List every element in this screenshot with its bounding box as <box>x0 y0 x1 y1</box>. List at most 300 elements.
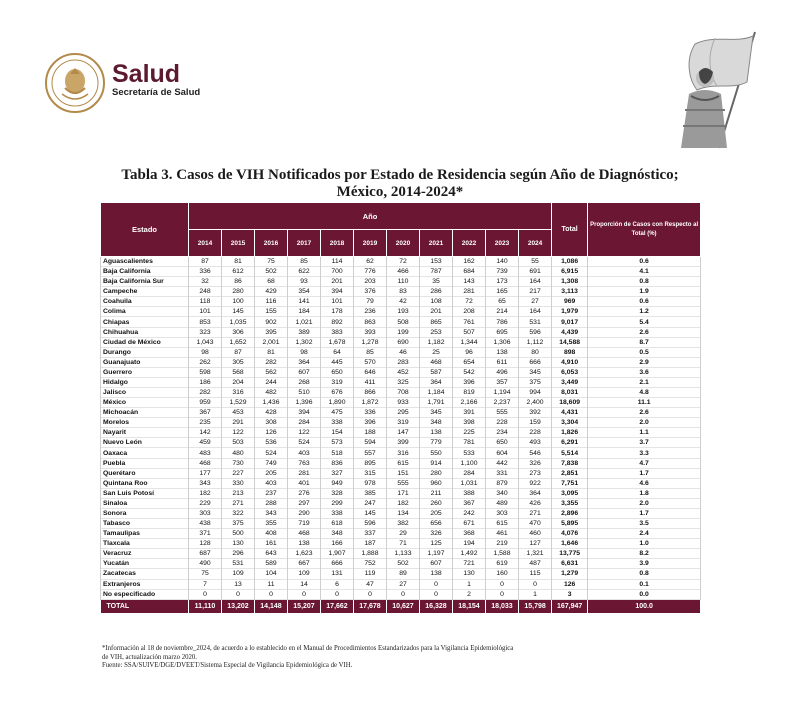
case-count-cell: 2,237 <box>486 398 519 408</box>
case-count-cell: 1,492 <box>453 549 486 559</box>
case-count-cell: 130 <box>222 539 255 549</box>
case-count-cell: 281 <box>288 468 321 478</box>
case-count-cell: 297 <box>288 498 321 508</box>
case-count-cell: 260 <box>420 498 453 508</box>
case-count-cell: 188 <box>354 428 387 438</box>
table-row <box>101 569 701 579</box>
case-count-cell: 242 <box>453 508 486 518</box>
case-count-cell: 79 <box>354 297 387 307</box>
case-count-cell: 338 <box>321 508 354 518</box>
case-count-cell: 646 <box>354 367 387 377</box>
proportion-cell: 2.4 <box>588 529 701 539</box>
case-count-cell: 914 <box>420 458 453 468</box>
case-count-cell: 0 <box>519 579 552 589</box>
case-count-cell: 138 <box>486 347 519 357</box>
case-count-cell: 131 <box>321 569 354 579</box>
case-count-cell: 164 <box>519 277 552 287</box>
table-row <box>101 458 701 468</box>
case-count-cell: 143 <box>453 277 486 287</box>
case-count-cell: 902 <box>255 317 288 327</box>
case-count-cell: 83 <box>387 287 420 297</box>
case-count-cell: 493 <box>519 438 552 448</box>
case-count-cell: 452 <box>387 367 420 377</box>
case-count-cell: 98 <box>288 347 321 357</box>
proportion-cell: 3.3 <box>588 448 701 458</box>
case-count-cell: 468 <box>288 529 321 539</box>
year-header: 2021 <box>420 230 453 257</box>
proportion-cell: 0.0 <box>588 589 701 599</box>
case-count-cell: 383 <box>321 327 354 337</box>
case-count-cell: 895 <box>354 458 387 468</box>
case-count-cell: 115 <box>519 569 552 579</box>
case-count-cell: 666 <box>321 559 354 569</box>
case-count-cell: 147 <box>387 428 420 438</box>
year-header: 2019 <box>354 230 387 257</box>
case-count-cell: 281 <box>453 287 486 297</box>
case-count-cell: 193 <box>387 307 420 317</box>
case-count-cell: 178 <box>321 307 354 317</box>
proportion-cell: 2.0 <box>588 498 701 508</box>
row-total-cell: 1,646 <box>552 539 588 549</box>
case-count-cell: 204 <box>222 377 255 387</box>
proportion-cell: 1.8 <box>588 488 701 498</box>
year-total-cell: 17,662 <box>321 599 354 613</box>
case-count-cell: 866 <box>354 388 387 398</box>
case-count-cell: 101 <box>189 307 222 317</box>
case-count-cell: 244 <box>255 377 288 387</box>
case-count-cell: 80 <box>519 347 552 357</box>
state-name-cell: Quintana Roo <box>101 478 189 488</box>
case-count-cell: 607 <box>288 367 321 377</box>
case-count-cell: 345 <box>519 367 552 377</box>
state-name-cell: Nuevo León <box>101 438 189 448</box>
case-count-cell: 271 <box>222 498 255 508</box>
case-count-cell: 86 <box>222 277 255 287</box>
case-count-cell: 949 <box>321 478 354 488</box>
row-total-cell: 5,895 <box>552 519 588 529</box>
case-count-cell: 1,112 <box>519 337 552 347</box>
case-count-cell: 1,396 <box>288 398 321 408</box>
case-count-cell: 29 <box>387 529 420 539</box>
case-count-cell: 853 <box>189 317 222 327</box>
proportion-cell: 1.7 <box>588 468 701 478</box>
table-row <box>101 267 701 277</box>
case-count-cell: 411 <box>354 377 387 387</box>
state-name-cell: No especificado <box>101 589 189 599</box>
case-count-cell: 1,031 <box>453 478 486 488</box>
case-count-cell: 786 <box>486 317 519 327</box>
case-count-cell: 776 <box>354 267 387 277</box>
row-total-cell: 126 <box>552 579 588 589</box>
case-count-cell: 164 <box>519 307 552 317</box>
year-header: 2022 <box>453 230 486 257</box>
case-count-cell: 46 <box>387 347 420 357</box>
proportion-cell: 2.1 <box>588 377 701 387</box>
state-name-cell: San Luis Potosí <box>101 488 189 498</box>
case-count-cell: 0 <box>189 589 222 599</box>
case-count-cell: 787 <box>420 267 453 277</box>
case-count-cell: 284 <box>453 468 486 478</box>
state-name-cell: Yucatán <box>101 559 189 569</box>
year-header: 2023 <box>486 230 519 257</box>
table-row <box>101 367 701 377</box>
case-count-cell: 836 <box>321 458 354 468</box>
case-count-cell: 394 <box>321 287 354 297</box>
case-count-cell: 85 <box>354 347 387 357</box>
case-count-cell: 892 <box>321 317 354 327</box>
case-count-cell: 687 <box>189 549 222 559</box>
case-count-cell: 865 <box>420 317 453 327</box>
grand-total-cell: 167,947 <box>552 599 588 613</box>
case-count-cell: 483 <box>189 448 222 458</box>
column-header-estado: Estado <box>101 203 189 257</box>
column-header-total: Total <box>552 203 588 257</box>
case-count-cell: 700 <box>321 267 354 277</box>
case-count-cell: 141 <box>288 297 321 307</box>
case-count-cell: 81 <box>255 347 288 357</box>
case-count-cell: 596 <box>519 327 552 337</box>
case-count-cell: 296 <box>222 549 255 559</box>
table-row <box>101 337 701 347</box>
case-count-cell: 13 <box>222 579 255 589</box>
row-total-cell: 3,449 <box>552 377 588 387</box>
case-count-cell: 87 <box>222 347 255 357</box>
table-title-line2: México, 2014-2024* <box>336 184 464 200</box>
state-name-cell: Tamaulipas <box>101 529 189 539</box>
table-row <box>101 347 701 357</box>
table-title <box>100 167 700 201</box>
case-count-cell: 75 <box>255 257 288 267</box>
case-count-cell: 654 <box>453 357 486 367</box>
case-count-cell: 109 <box>222 569 255 579</box>
case-count-cell: 394 <box>288 408 321 418</box>
table-row <box>101 549 701 559</box>
case-count-cell: 650 <box>321 367 354 377</box>
case-count-cell: 187 <box>354 539 387 549</box>
case-count-cell: 237 <box>255 488 288 498</box>
year-header: 2018 <box>321 230 354 257</box>
row-total-cell: 6,915 <box>552 267 588 277</box>
case-count-cell: 500 <box>222 529 255 539</box>
case-count-cell: 555 <box>387 478 420 488</box>
case-count-cell: 348 <box>420 418 453 428</box>
case-count-cell: 138 <box>420 569 453 579</box>
case-count-cell: 1,021 <box>288 317 321 327</box>
proportion-cell: 0.1 <box>588 579 701 589</box>
year-total-cell: 16,328 <box>420 599 453 613</box>
proportion-cell: 8.2 <box>588 549 701 559</box>
case-count-cell: 524 <box>288 438 321 448</box>
case-count-cell: 127 <box>519 539 552 549</box>
case-count-cell: 656 <box>420 519 453 529</box>
case-count-cell: 619 <box>486 559 519 569</box>
state-name-cell: Durango <box>101 347 189 357</box>
case-count-cell: 159 <box>519 418 552 428</box>
case-count-cell: 1,678 <box>321 337 354 347</box>
case-count-cell: 763 <box>288 458 321 468</box>
case-count-cell: 235 <box>189 418 222 428</box>
state-name-cell: Campeche <box>101 287 189 297</box>
case-count-cell: 27 <box>387 579 420 589</box>
case-count-cell: 114 <box>321 257 354 267</box>
case-count-cell: 684 <box>453 267 486 277</box>
case-count-cell: 211 <box>420 488 453 498</box>
case-count-cell: 214 <box>486 307 519 317</box>
case-count-cell: 368 <box>453 529 486 539</box>
row-total-cell: 3,304 <box>552 418 588 428</box>
case-count-cell: 110 <box>387 277 420 287</box>
brand-title: Salud <box>112 60 181 88</box>
case-count-cell: 1,436 <box>255 398 288 408</box>
case-count-cell: 337 <box>354 529 387 539</box>
case-count-cell: 1,321 <box>519 549 552 559</box>
case-count-cell: 690 <box>387 337 420 347</box>
row-total-cell: 18,609 <box>552 398 588 408</box>
case-count-cell: 199 <box>387 327 420 337</box>
table-row <box>101 579 701 589</box>
case-count-cell: 1,306 <box>486 337 519 347</box>
table-row <box>101 428 701 438</box>
case-count-cell: 284 <box>288 418 321 428</box>
case-count-cell: 611 <box>486 357 519 367</box>
case-count-cell: 303 <box>189 508 222 518</box>
source-line: Fuente: SSA/SUIVE/DGE/DVEET/Sistema Especial de Vigilancia Epidemiológica de VIH. <box>102 662 353 669</box>
case-count-cell: 345 <box>420 408 453 418</box>
case-count-cell: 594 <box>354 438 387 448</box>
year-total-cell: 13,202 <box>222 599 255 613</box>
case-count-cell: 2,001 <box>255 337 288 347</box>
table-row <box>101 539 701 549</box>
table-row <box>101 468 701 478</box>
case-count-cell: 1 <box>453 579 486 589</box>
table-row <box>101 478 701 488</box>
case-count-cell: 288 <box>255 498 288 508</box>
table-row <box>101 559 701 569</box>
table-row <box>101 317 701 327</box>
case-count-cell: 589 <box>255 559 288 569</box>
case-count-cell: 177 <box>189 468 222 478</box>
year-total-cell: 18,033 <box>486 599 519 613</box>
case-count-cell: 75 <box>189 569 222 579</box>
case-count-cell: 336 <box>354 408 387 418</box>
case-count-cell: 228 <box>519 428 552 438</box>
case-count-cell: 160 <box>486 569 519 579</box>
case-count-cell: 691 <box>519 267 552 277</box>
case-count-cell: 721 <box>453 559 486 569</box>
column-header-proportion: Proporción de Casos con Respecto al Total (%) <box>588 203 701 257</box>
case-count-cell: 1,652 <box>222 337 255 347</box>
state-name-cell: Guerrero <box>101 367 189 377</box>
state-name-cell: Veracruz <box>101 549 189 559</box>
row-total-cell: 4,076 <box>552 529 588 539</box>
state-name-cell: Ciudad de México <box>101 337 189 347</box>
row-total-cell: 7,838 <box>552 458 588 468</box>
case-count-cell: 290 <box>288 508 321 518</box>
case-count-cell: 155 <box>255 307 288 317</box>
case-count-cell: 182 <box>387 498 420 508</box>
case-count-cell: 116 <box>255 297 288 307</box>
table-row <box>101 438 701 448</box>
row-total-cell: 6,291 <box>552 438 588 448</box>
year-total-cell: 17,678 <box>354 599 387 613</box>
case-count-cell: 1,872 <box>354 398 387 408</box>
case-count-cell: 480 <box>222 448 255 458</box>
case-count-cell: 122 <box>222 428 255 438</box>
case-count-cell: 316 <box>387 448 420 458</box>
year-header: 2015 <box>222 230 255 257</box>
case-count-cell: 428 <box>255 408 288 418</box>
case-count-cell: 213 <box>222 488 255 498</box>
case-count-cell: 357 <box>486 377 519 387</box>
case-count-cell: 205 <box>420 508 453 518</box>
hiv-cases-table <box>100 202 700 613</box>
case-count-cell: 219 <box>486 539 519 549</box>
case-count-cell: 47 <box>354 579 387 589</box>
case-count-cell: 676 <box>321 388 354 398</box>
case-count-cell: 779 <box>420 438 453 448</box>
case-count-cell: 1,588 <box>486 549 519 559</box>
case-count-cell: 367 <box>189 408 222 418</box>
case-count-cell: 348 <box>321 529 354 539</box>
row-total-cell: 5,514 <box>552 448 588 458</box>
case-count-cell: 343 <box>255 508 288 518</box>
proportion-cell: 3.5 <box>588 519 701 529</box>
state-name-cell: Colima <box>101 307 189 317</box>
case-count-cell: 343 <box>189 478 222 488</box>
case-count-cell: 438 <box>189 519 222 529</box>
state-name-cell: Jalisco <box>101 388 189 398</box>
year-total-cell: 15,798 <box>519 599 552 613</box>
case-count-cell: 978 <box>354 478 387 488</box>
total-row <box>101 599 701 613</box>
note-line2: de VIH, actualización marzo 2020. <box>102 653 197 661</box>
case-count-cell: 643 <box>255 549 288 559</box>
state-name-cell: Baja California <box>101 267 189 277</box>
case-count-cell: 283 <box>387 357 420 367</box>
case-count-cell: 315 <box>354 468 387 478</box>
state-name-cell: Tlaxcala <box>101 539 189 549</box>
case-count-cell: 72 <box>387 257 420 267</box>
case-count-cell: 781 <box>453 438 486 448</box>
row-total-cell: 3,095 <box>552 488 588 498</box>
proportion-cell: 2.6 <box>588 327 701 337</box>
case-count-cell: 201 <box>420 307 453 317</box>
case-count-cell: 426 <box>519 498 552 508</box>
case-count-cell: 93 <box>288 277 321 287</box>
case-count-cell: 85 <box>288 257 321 267</box>
case-count-cell: 2,400 <box>519 398 552 408</box>
proportion-cell: 5.4 <box>588 317 701 327</box>
case-count-cell: 695 <box>486 327 519 337</box>
case-count-cell: 508 <box>387 317 420 327</box>
case-count-cell: 482 <box>255 388 288 398</box>
state-name-cell: Coahuila <box>101 297 189 307</box>
case-count-cell: 730 <box>222 458 255 468</box>
case-count-cell: 225 <box>453 428 486 438</box>
case-count-cell: 562 <box>255 367 288 377</box>
row-total-cell: 969 <box>552 297 588 307</box>
table-row <box>101 277 701 287</box>
case-count-cell: 11 <box>255 579 288 589</box>
row-total-cell: 4,439 <box>552 327 588 337</box>
case-count-cell: 1,043 <box>189 337 222 347</box>
state-name-cell: Morelos <box>101 418 189 428</box>
case-count-cell: 89 <box>387 569 420 579</box>
year-header: 2016 <box>255 230 288 257</box>
case-count-cell: 262 <box>189 357 222 367</box>
table-row <box>101 327 701 337</box>
case-count-cell: 666 <box>519 357 552 367</box>
case-count-cell: 459 <box>189 438 222 448</box>
case-count-cell: 1,529 <box>222 398 255 408</box>
case-count-cell: 273 <box>519 468 552 478</box>
case-count-cell: 153 <box>420 257 453 267</box>
case-count-cell: 327 <box>321 468 354 478</box>
case-count-cell: 331 <box>486 468 519 478</box>
woman-with-flag-illustration <box>655 30 767 150</box>
proportion-cell: 1.2 <box>588 307 701 317</box>
case-count-cell: 524 <box>255 448 288 458</box>
case-count-cell: 445 <box>321 357 354 367</box>
case-count-cell: 0 <box>420 579 453 589</box>
table-notes <box>102 645 702 671</box>
proportion-cell: 0.6 <box>588 297 701 307</box>
case-count-cell: 708 <box>387 388 420 398</box>
state-name-cell: Tabasco <box>101 519 189 529</box>
case-count-cell: 615 <box>387 458 420 468</box>
case-count-cell: 401 <box>288 478 321 488</box>
case-count-cell: 604 <box>486 448 519 458</box>
case-count-cell: 1,197 <box>420 549 453 559</box>
case-count-cell: 0 <box>321 589 354 599</box>
case-count-cell: 1,888 <box>354 549 387 559</box>
case-count-cell: 0 <box>255 589 288 599</box>
proportion-cell: 2.0 <box>588 418 701 428</box>
year-header: 2014 <box>189 230 222 257</box>
mexico-coat-of-arms-icon <box>44 52 106 114</box>
case-count-cell: 536 <box>255 438 288 448</box>
case-count-cell: 326 <box>420 529 453 539</box>
case-count-cell: 338 <box>321 418 354 428</box>
case-count-cell: 510 <box>288 388 321 398</box>
case-count-cell: 879 <box>486 478 519 488</box>
case-count-cell: 72 <box>453 297 486 307</box>
case-count-cell: 182 <box>189 488 222 498</box>
case-count-cell: 0 <box>486 589 519 599</box>
case-count-cell: 305 <box>222 357 255 367</box>
case-count-cell: 461 <box>486 529 519 539</box>
case-count-cell: 1,184 <box>420 388 453 398</box>
state-name-cell: Chiapas <box>101 317 189 327</box>
case-count-cell: 161 <box>255 539 288 549</box>
case-count-cell: 1,133 <box>387 549 420 559</box>
case-count-cell: 596 <box>354 519 387 529</box>
case-count-cell: 371 <box>189 529 222 539</box>
year-total-cell: 14,148 <box>255 599 288 613</box>
proportion-cell: 1.0 <box>588 539 701 549</box>
case-count-cell: 282 <box>255 357 288 367</box>
year-total-cell: 10,627 <box>387 599 420 613</box>
case-count-cell: 217 <box>519 287 552 297</box>
case-count-cell: 518 <box>321 448 354 458</box>
case-count-cell: 960 <box>420 478 453 488</box>
case-count-cell: 162 <box>453 257 486 267</box>
case-count-cell: 542 <box>453 367 486 377</box>
case-count-cell: 568 <box>222 367 255 377</box>
case-count-cell: 118 <box>189 297 222 307</box>
proportion-cell: 0.8 <box>588 277 701 287</box>
case-count-cell: 618 <box>321 519 354 529</box>
